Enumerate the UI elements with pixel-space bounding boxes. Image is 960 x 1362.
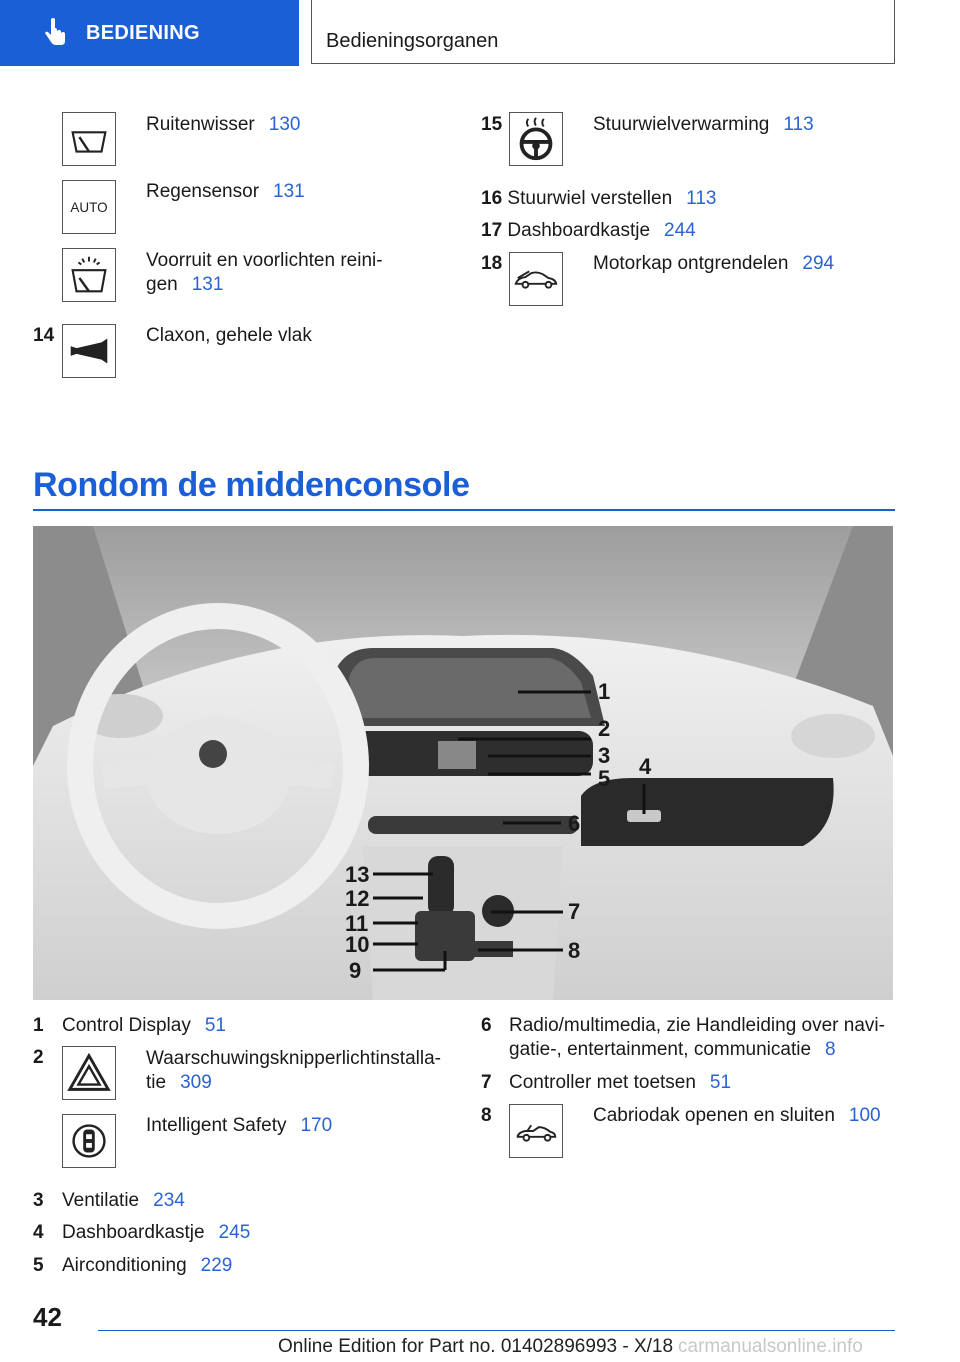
- list-item: 17 Dashboardkastje 244: [481, 220, 696, 241]
- page-ref-link[interactable]: 170: [300, 1115, 333, 1136]
- footer-text: Online Edition for Part no. 01402896993 - X/18: [278, 1336, 674, 1357]
- page-ref-link[interactable]: 8: [825, 1039, 836, 1060]
- item-number: 5: [33, 1255, 44, 1276]
- washer-icon: [62, 248, 116, 302]
- item-number: 14: [33, 325, 55, 346]
- page-ref-link[interactable]: 51: [204, 1015, 226, 1036]
- list-item: 16 Stuurwiel verstellen 113: [481, 188, 717, 209]
- hand-pointer-icon: [40, 18, 70, 48]
- list-item: Claxon, gehele vlak: [146, 325, 312, 346]
- page-ref-link[interactable]: 131: [273, 181, 305, 202]
- page-ref-link[interactable]: 100: [848, 1105, 881, 1126]
- steering-heat-icon: [509, 112, 563, 166]
- page-ref-link[interactable]: 51: [709, 1072, 732, 1093]
- footer-rule: [98, 1330, 895, 1331]
- list-item: Intelligent Safety 170: [146, 1115, 333, 1136]
- warning-triangle-icon: [62, 1046, 116, 1100]
- page-ref-link[interactable]: 113: [783, 114, 814, 135]
- item-number: 3: [33, 1190, 44, 1211]
- list-item: Controller met toetsen 51: [509, 1072, 732, 1093]
- page-ref-link[interactable]: 113: [686, 188, 717, 209]
- list-item: Regensensor 131: [146, 181, 305, 202]
- list-item: Radio/multimedia, zie Handleiding over navi- gatie-, entertainment, communicatie 8: [509, 1015, 885, 1060]
- list-item: Motorkap ontgrendelen 294: [593, 253, 835, 274]
- page-ref-link[interactable]: 309: [180, 1072, 212, 1093]
- page-ref-link[interactable]: 234: [153, 1190, 185, 1211]
- callout-label: 10: [345, 932, 370, 957]
- auto-icon: [62, 180, 116, 234]
- item-number: 4: [33, 1222, 44, 1243]
- callout-label: 5: [598, 766, 611, 791]
- callout-label: 6: [568, 811, 581, 836]
- intelligent-safety-icon: [62, 1114, 116, 1168]
- section-heading: Rondom de middenconsole: [33, 466, 470, 504]
- list-item: Ruitenwisser 130: [146, 114, 301, 135]
- center-console-photo: [33, 526, 893, 1000]
- item-number: 2: [33, 1047, 44, 1068]
- horn-icon: [62, 324, 116, 378]
- callout-label: 3: [598, 743, 611, 768]
- list-item: Voorruit en voorlichten reini- gen 131: [146, 250, 383, 295]
- convertible-icon: [509, 1104, 563, 1158]
- list-item: Waarschuwingsknipperlichtinstalla- tie 309: [146, 1048, 441, 1093]
- page-ref-link[interactable]: 131: [191, 274, 224, 295]
- callout-label: 8: [568, 938, 581, 963]
- page-ref-link[interactable]: 244: [664, 220, 696, 241]
- item-number: 8: [481, 1105, 492, 1126]
- callout-label: 2: [598, 716, 611, 741]
- item-number: 6: [481, 1015, 492, 1036]
- item-number: 1: [33, 1015, 44, 1036]
- item-number: 7: [481, 1072, 492, 1093]
- callout-label: 13: [345, 862, 370, 887]
- page-number: 42: [33, 1302, 62, 1332]
- item-number: 15: [481, 114, 503, 135]
- heading-rule: [33, 509, 895, 511]
- section-label: BEDIENING: [86, 21, 200, 44]
- list-item: Stuurwielverwarming 113: [593, 114, 814, 135]
- wiper-icon: [62, 112, 116, 166]
- callout-label: 7: [568, 899, 581, 924]
- list-item: Control Display 51: [62, 1015, 226, 1036]
- callout-label: 12: [345, 886, 370, 911]
- list-item: Dashboardkastje 245: [62, 1222, 251, 1243]
- list-item: Ventilatie 234: [62, 1190, 185, 1211]
- item-number: 18: [481, 253, 503, 274]
- list-item: Cabriodak openen en sluiten 100: [593, 1105, 881, 1126]
- page-ref-link[interactable]: 245: [218, 1222, 251, 1243]
- list-item: Airconditioning 229: [62, 1255, 233, 1276]
- page-ref-link[interactable]: 130: [268, 114, 301, 135]
- page-ref-link[interactable]: 294: [802, 253, 835, 274]
- callout-label: 1: [598, 679, 611, 704]
- callout-label: 11: [345, 911, 369, 936]
- item-number: 16: [481, 188, 503, 209]
- item-number: 17: [481, 220, 503, 241]
- section-tab[interactable]: [0, 0, 299, 66]
- callout-label: 9: [349, 958, 362, 983]
- page-title: Bedieningsorganen: [311, 0, 895, 64]
- watermark: carmanualsonline.info: [678, 1336, 863, 1357]
- page-ref-link[interactable]: 229: [200, 1255, 233, 1276]
- car-hood-icon: [509, 252, 563, 306]
- callout-label: 4: [639, 754, 652, 779]
- svg-text:AUTO: AUTO: [70, 199, 108, 215]
